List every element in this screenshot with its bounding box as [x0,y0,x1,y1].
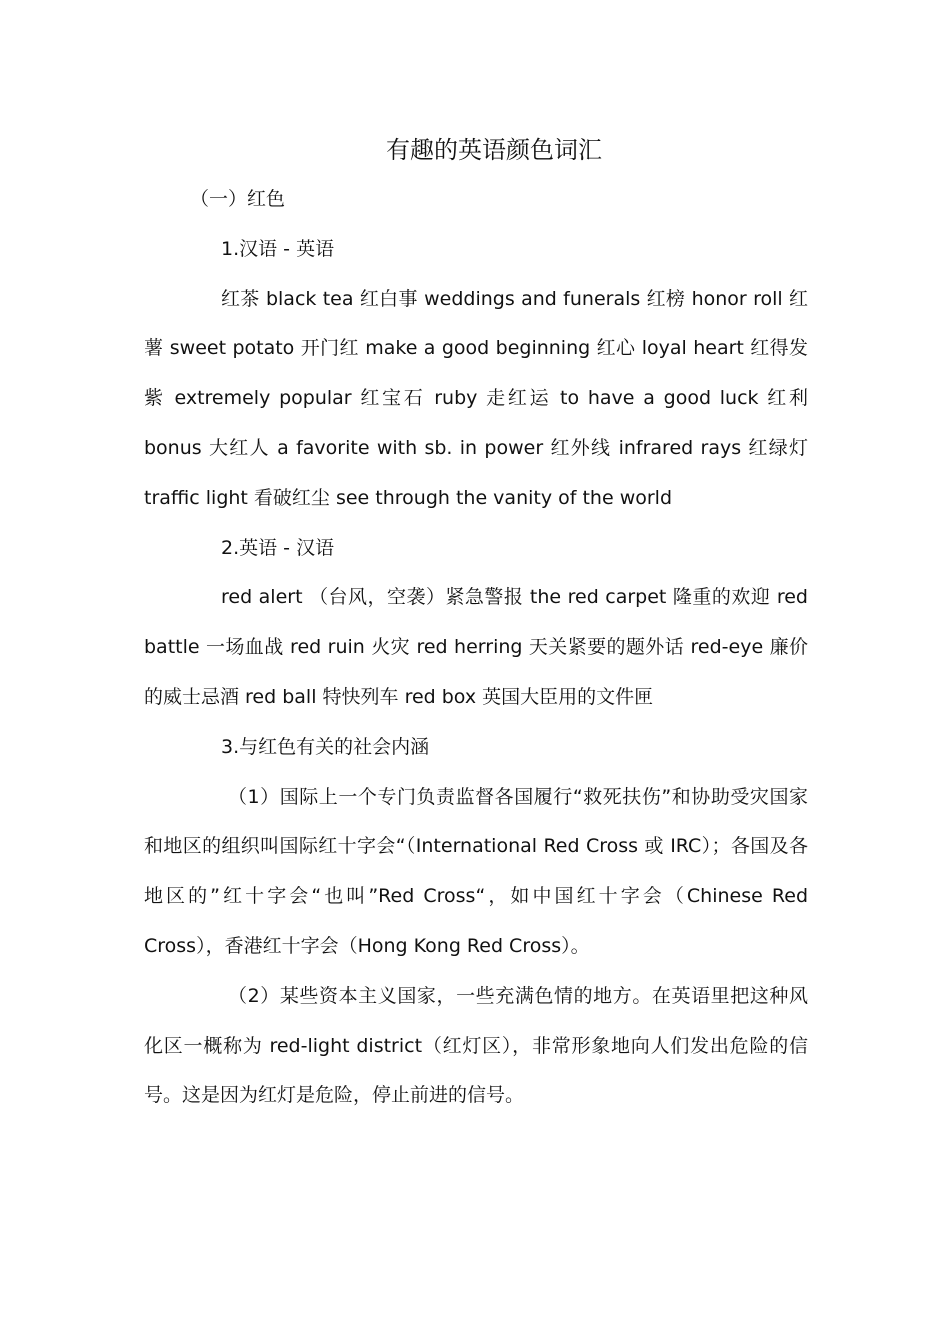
document-title: 有趣的英语颜色词汇 [386,136,602,164]
subheading: 1.汉语 - 英语 [221,237,335,260]
paragraph: （2）某些资本主义国家，一些充满色情的地方。在英语里把这种风化区一概称为 red-light district（红灯区），非常形象地向人们发出危险的信号。这是因为红灯是危险，停止前进的信号。 [144,984,808,1107]
subheading: 2.英语 - 汉语 [221,536,335,559]
paragraph: red alert （台风，空袭）紧急警报 the red carpet 隆重的欢迎 red battle 一场血战 red ruin 火灾 red herring 天关紧要的题外话 red-eye 廉价的威士忌酒 red ball 特快列车 red box 英国大臣用的文件匣 [144,586,808,708]
section-heading: （一）红色 [190,188,286,210]
subheading: 3.与红色有关的社会内涵 [221,735,430,758]
paragraph: （1）国际上一个专门负责监督各国履行“救死扶伤”和协助受灾国家和地区的组织叫国际红十字会“（International Red Cross 或 IRC）；各国及各地区的”红十字会“也叫”Red Cross“，如中国红十字会（Chinese Red Cross），香港红十字会（Hong Kong Red Cross）。 [144,785,808,957]
document-body [144,175,808,1121]
paragraph: 红茶 black tea 红白事 weddings and funerals 红榜 honor roll 红薯 sweet potato 开门红 make a good beginning 红心 loyal heart 红得发紫 extremely popular 红宝石 ruby 走红运 to have a good luck 红利 bonus 大红人 a favorite with sb. in power 红外线 infrared rays 红绿灯 traffic light 看破红尘 see through the vanity of the world [144,287,808,509]
